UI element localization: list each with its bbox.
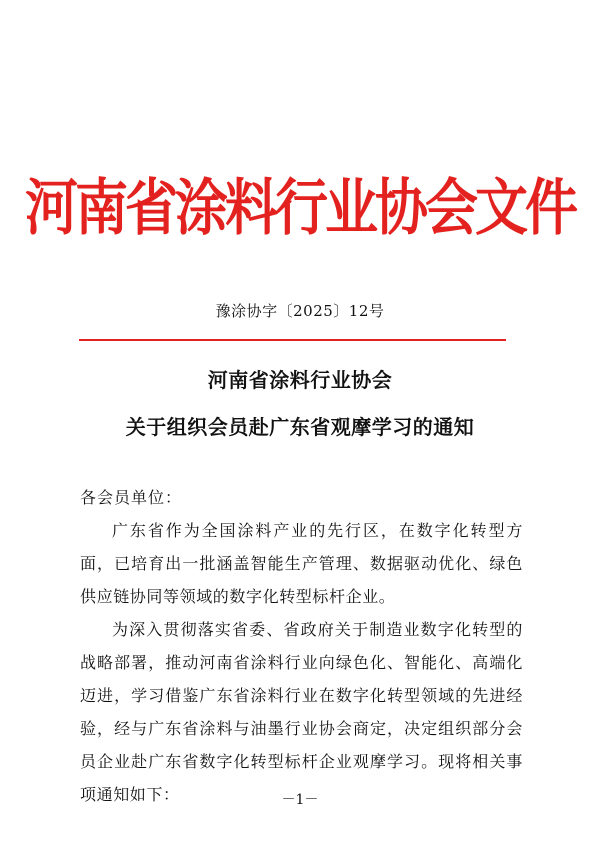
header-divider [79, 339, 506, 341]
notice-title-line-1: 河南省涂料行业协会 [207, 368, 393, 392]
document-header-title: 河南省涂料行业协会文件 [25, 172, 575, 244]
body-paragraph: 为深入贯彻落实省委、省政府关于制造业数字化转型的战略部署，推动河南省涂料行业向绿色化、智能化、高端化迈进，学习借鉴广东省涂料行业在数字化转型领域的先进经验，经与广东省涂料与油墨行业协会商定，决定组织部分会员企业赴广东省数字化转型标杆企业观摩学习。现将相关事项通知如下： [80, 620, 523, 804]
salutation: 各会员单位： [80, 488, 183, 507]
page-number: －1－ [281, 792, 319, 808]
document-number: 豫涂协字〔2025〕12号 [215, 302, 385, 320]
body-paragraph: 广东省作为全国涂料产业的先行区，在数字化转型方面，已培育出一批涵盖智能生产管理、数据驱动优化、绿色供应链协同等领域的数字化转型标杆企业。 [80, 521, 523, 606]
notice-title-line-2: 关于组织会员赴广东省观摩学习的通知 [125, 415, 475, 439]
